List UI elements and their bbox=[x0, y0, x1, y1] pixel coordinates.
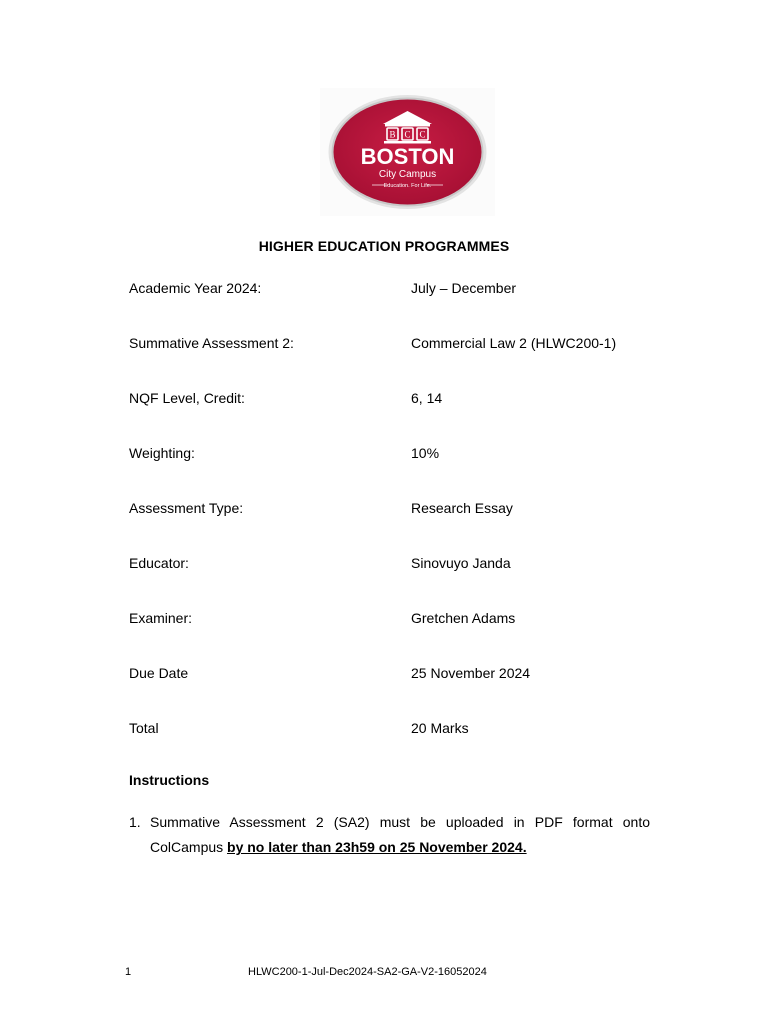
detail-value: Research Essay bbox=[411, 500, 513, 516]
detail-label: Assessment Type: bbox=[129, 500, 244, 516]
detail-row-due-date bbox=[129, 663, 689, 683]
detail-value: Gretchen Adams bbox=[411, 610, 516, 626]
detail-value: 6, 14 bbox=[411, 390, 443, 406]
instruction-number: 1. bbox=[129, 814, 141, 830]
logo-tagline: Education. For Life. bbox=[383, 183, 432, 189]
instruction-line-2-prefix: ColCampus bbox=[150, 839, 228, 855]
detail-label: Due Date bbox=[129, 665, 189, 681]
detail-row-assessment bbox=[129, 333, 689, 353]
svg-text:C: C bbox=[404, 129, 411, 140]
instructions-heading: Instructions bbox=[129, 772, 210, 788]
boston-city-campus-logo bbox=[320, 88, 495, 216]
instruction-text bbox=[150, 810, 650, 860]
detail-label: Examiner: bbox=[129, 610, 193, 626]
detail-row-academic-year bbox=[129, 278, 689, 298]
detail-value: 10% bbox=[411, 445, 440, 461]
detail-label: Total bbox=[129, 720, 159, 736]
page-title: HIGHER EDUCATION PROGRAMMES bbox=[258, 238, 510, 254]
detail-row-examiner bbox=[129, 608, 689, 628]
detail-value: Commercial Law 2 (HLWC200-1) bbox=[411, 335, 617, 351]
logo-subtitle: City Campus bbox=[378, 169, 437, 180]
detail-value: Sinovuyo Janda bbox=[411, 555, 511, 571]
detail-label: Weighting: bbox=[129, 445, 195, 461]
detail-label: NQF Level, Credit: bbox=[129, 390, 245, 406]
detail-row-weighting bbox=[129, 443, 689, 463]
detail-value: 20 Marks bbox=[411, 720, 469, 736]
footer-page-number: 1 bbox=[125, 966, 132, 978]
detail-label: Educator: bbox=[129, 555, 189, 571]
footer-document-code: HLWC200-1-Jul-Dec2024-SA2-GA-V2-16052024 bbox=[248, 966, 487, 978]
instruction-deadline: by no later than 23h59 on 25 November 2024. bbox=[227, 839, 527, 855]
logo-initials: B bbox=[389, 129, 396, 140]
logo-name: BOSTON bbox=[360, 144, 455, 169]
detail-row-nqf-level bbox=[129, 388, 689, 408]
detail-label: Academic Year 2024: bbox=[129, 280, 262, 296]
detail-value: July – December bbox=[411, 280, 517, 296]
detail-row-assessment-type bbox=[129, 498, 689, 518]
detail-label: Summative Assessment 2: bbox=[129, 335, 294, 351]
detail-row-educator bbox=[129, 553, 689, 573]
instruction-item bbox=[129, 810, 650, 860]
detail-row-total bbox=[129, 718, 689, 738]
detail-value: 25 November 2024 bbox=[411, 665, 531, 681]
instruction-line-1: Summative Assessment 2 (SA2) must be uploaded in PDF format onto bbox=[150, 814, 650, 830]
svg-text:C: C bbox=[419, 129, 426, 140]
